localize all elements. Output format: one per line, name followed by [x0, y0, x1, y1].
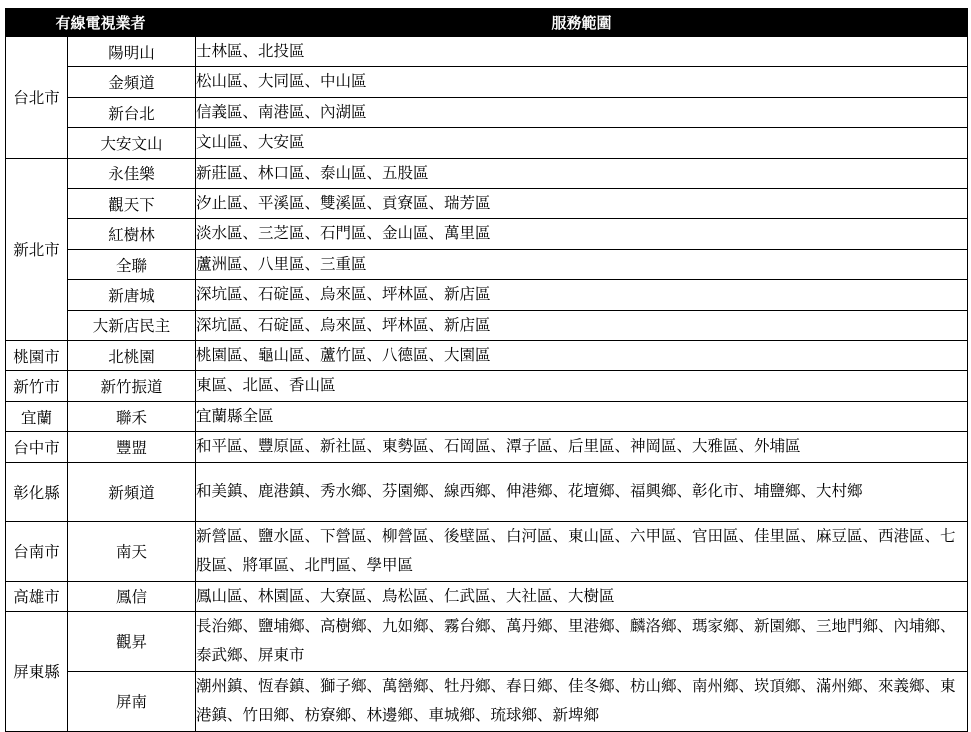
- table-row: [6, 249, 968, 279]
- operator-cell: 金頻道: [68, 67, 196, 97]
- operator-cell: 聯禾: [68, 401, 196, 431]
- service-area-cell: 汐止區、平溪區、雙溪區、貢寮區、瑞芳區: [196, 189, 968, 219]
- service-area-cell: 和平區、豐原區、新社區、東勢區、石岡區、潭子區、后里區、神岡區、大雅區、外埔區: [196, 432, 968, 462]
- service-area-cell: 蘆洲區、八里區、三重區: [196, 249, 968, 279]
- service-area-cell: 和美鎮、鹿港鎮、秀水鄉、芬園鄉、線西鄉、伸港鄉、花壇鄉、福興鄉、彰化市、埔鹽鄉、大村鄉: [196, 462, 968, 521]
- table-row: [6, 310, 968, 340]
- operator-cell: 全聯: [68, 249, 196, 279]
- table-row: [6, 67, 968, 97]
- operator-cell: 新唐城: [68, 280, 196, 310]
- operator-cell: 永佳樂: [68, 158, 196, 188]
- table-row: [6, 462, 968, 521]
- table-row: [6, 401, 968, 431]
- service-area-cell: 東區、北區、香山區: [196, 371, 968, 401]
- service-area-cell: 新莊區、林口區、泰山區、五股區: [196, 158, 968, 188]
- table-row: [6, 158, 968, 188]
- table-row: [6, 671, 968, 731]
- table-row: [6, 280, 968, 310]
- table-row: [6, 371, 968, 401]
- operator-cell: 屏南: [68, 671, 196, 731]
- table-row: [6, 189, 968, 219]
- operator-cell: 新台北: [68, 97, 196, 127]
- service-area-cell: 文山區、大安區: [196, 128, 968, 158]
- city-cell-new-taipei: 新北市: [6, 158, 68, 340]
- table-row: [6, 219, 968, 249]
- service-area-cell: 長治鄉、鹽埔鄉、高樹鄉、九如鄉、霧台鄉、萬丹鄉、里港鄉、麟洛鄉、瑪家鄉、新園鄉、三地門鄉、內埔鄉、泰武鄉、屏東市: [196, 611, 968, 671]
- city-cell-taichung: 台中市: [6, 432, 68, 462]
- service-area-cell: 潮州鎮、恆春鎮、獅子鄉、萬巒鄉、牡丹鄉、春日鄉、佳冬鄉、枋山鄉、南州鄉、崁頂鄉、滿州鄉、來義鄉、東港鎮、竹田鄉、枋寮鄉、林邊鄉、車城鄉、琉球鄉、新埤鄉: [196, 671, 968, 731]
- table-header-row: [6, 9, 968, 37]
- operator-cell: 大新店民主: [68, 310, 196, 340]
- table-row: [6, 37, 968, 67]
- operator-cell: 豐盟: [68, 432, 196, 462]
- service-area-cell: 宜蘭縣全區: [196, 401, 968, 431]
- service-area-cell: 桃園區、龜山區、蘆竹區、八德區、大園區: [196, 341, 968, 371]
- city-cell-yilan: 宜蘭: [6, 401, 68, 431]
- city-cell-taoyuan: 桃園市: [6, 341, 68, 371]
- service-area-cell: 新營區、鹽水區、下營區、柳營區、後壁區、白河區、東山區、六甲區、官田區、佳里區、麻豆區、西港區、七股區、將軍區、北門區、學甲區: [196, 521, 968, 581]
- table-row: [6, 521, 968, 581]
- service-area-cell: 深坑區、石碇區、烏來區、坪林區、新店區: [196, 310, 968, 340]
- service-area-cell: 士林區、北投區: [196, 37, 968, 67]
- header-operator: 有線電視業者: [6, 9, 196, 37]
- operator-cell: 紅樹林: [68, 219, 196, 249]
- city-cell-pingtung: 屏東縣: [6, 611, 68, 731]
- city-cell-taipei: 台北市: [6, 37, 68, 159]
- table-row: [6, 611, 968, 671]
- operator-cell: 觀昇: [68, 611, 196, 671]
- city-cell-tainan: 台南市: [6, 521, 68, 581]
- service-area-cell: 松山區、大同區、中山區: [196, 67, 968, 97]
- operator-cell: 新頻道: [68, 462, 196, 521]
- table-row: [6, 128, 968, 158]
- operator-cell: 南天: [68, 521, 196, 581]
- table-row: [6, 341, 968, 371]
- city-cell-hsinchu: 新竹市: [6, 371, 68, 401]
- operator-cell: 陽明山: [68, 37, 196, 67]
- operator-cell: 新竹振道: [68, 371, 196, 401]
- city-cell-kaohsiung: 高雄市: [6, 581, 68, 611]
- header-service-area: 服務範圍: [196, 9, 968, 37]
- operator-cell: 北桃園: [68, 341, 196, 371]
- operator-cell: 鳳信: [68, 581, 196, 611]
- cable-operator-service-table: [5, 8, 968, 732]
- city-cell-changhua: 彰化縣: [6, 462, 68, 521]
- service-area-cell: 淡水區、三芝區、石門區、金山區、萬里區: [196, 219, 968, 249]
- table-row: [6, 581, 968, 611]
- operator-cell: 大安文山: [68, 128, 196, 158]
- table-row: [6, 97, 968, 127]
- table-row: [6, 432, 968, 462]
- operator-cell: 觀天下: [68, 189, 196, 219]
- service-area-cell: 深坑區、石碇區、烏來區、坪林區、新店區: [196, 280, 968, 310]
- service-area-cell: 信義區、南港區、內湖區: [196, 97, 968, 127]
- service-area-cell: 鳳山區、林園區、大寮區、鳥松區、仁武區、大社區、大樹區: [196, 581, 968, 611]
